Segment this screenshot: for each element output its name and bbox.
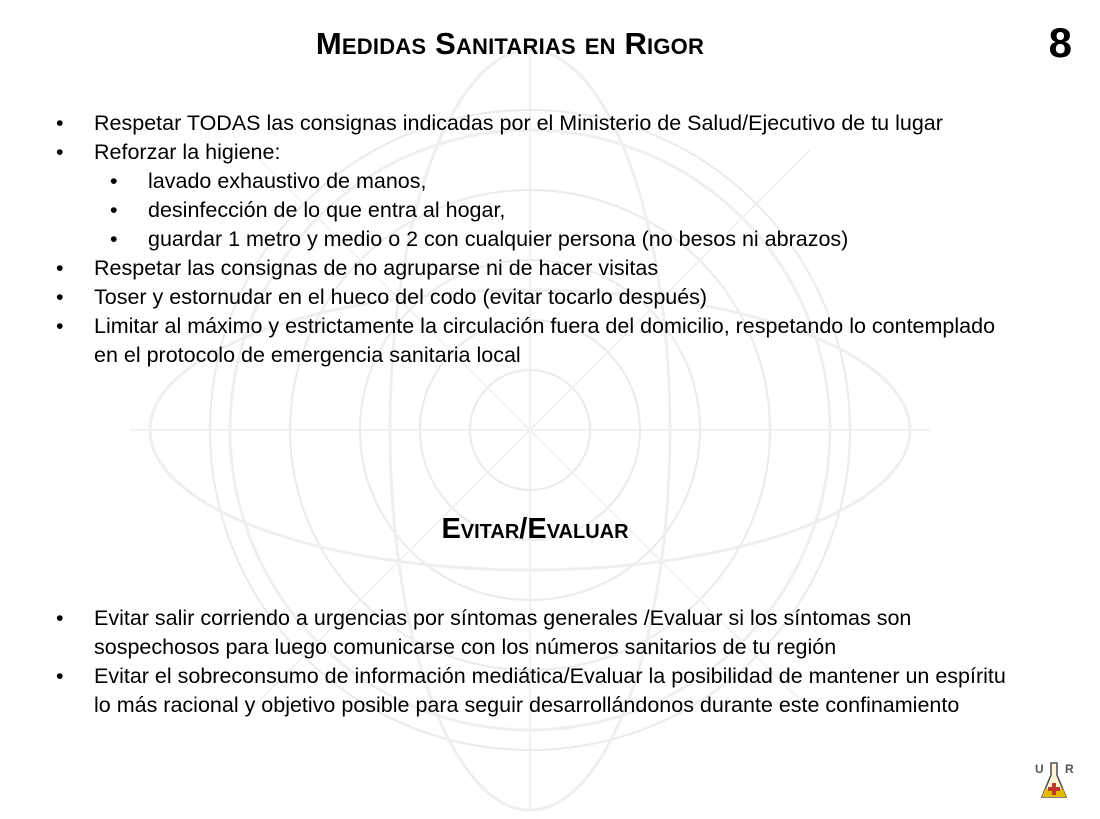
sublist-item: • lavado exhaustivo de manos, <box>110 167 1016 196</box>
list-item: • Reforzar la higiene: • lavado exhaustivo de manos, • desinfección de lo que entra al hogar, • guardar 1 metro y medio o 2 con cualquier persona (no besos ni abrazos) <box>56 138 1016 254</box>
slide-title: Medidas Sanitarias en Rigor <box>315 26 705 61</box>
list-item: • Limitar al máximo y estrictamente la circulación fuera del domicilio, respetando lo contemplado en el protocolo de emergencia sanitaria local <box>56 312 1016 370</box>
logo-letter-r: R <box>1065 762 1074 776</box>
list-item: • Toser y estornudar en el hueco del codo (evitar tocarlo después) <box>56 283 1016 312</box>
page-number: 8 <box>1048 19 1072 66</box>
logo-letter-u: U <box>1035 762 1044 776</box>
sublist-item: • guardar 1 metro y medio o 2 con cualquier persona (no besos ni abrazos) <box>110 225 1016 254</box>
list-item: • Respetar TODAS las consignas indicadas por el Ministerio de Salud/Ejecutivo de tu lugar <box>56 109 1016 138</box>
evitar-evaluar-list <box>56 604 1016 720</box>
hygiene-measures-list <box>56 109 1016 370</box>
list-item: • Evitar salir corriendo a urgencias por síntomas generales /Evaluar si los síntomas son sospechosos para luego comunicarse con los números sanitarios de tu región <box>56 604 1016 662</box>
list-item: • Respetar las consignas de no agruparse ni de hacer visitas <box>56 254 1016 283</box>
list-item: • Evitar el sobreconsumo de información mediática/Evaluar la posibilidad de mantener un espíritu lo más racional y objetivo posible para seguir desarrollándonos durante este confinamiento <box>56 662 1016 720</box>
section-heading: Evitar/Evaluar <box>441 513 629 545</box>
flask-logo-icon <box>1030 757 1078 805</box>
sublist-item: • desinfección de lo que entra al hogar, <box>110 196 1016 225</box>
hygiene-sublist <box>110 167 1016 254</box>
